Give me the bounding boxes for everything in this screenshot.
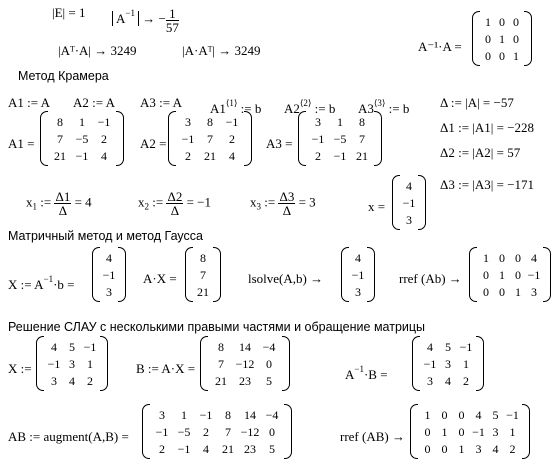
x-lhs-exp: −1 [43, 274, 54, 284]
identity-cell: 0 [513, 31, 519, 46]
det-aat: |A·Aᵀ| → 3249 [182, 43, 261, 58]
rref-aug-matrix [410, 404, 530, 459]
A3-cell: 7 [359, 131, 365, 146]
xvec-grid [401, 177, 417, 228]
left-paren [469, 247, 477, 302]
x1-expr: $x_1$ := $\frac{\Delta 1}{\Delta}$ = 4 [26, 189, 92, 218]
RREF1-cell: 0 [515, 267, 521, 282]
LSvec-grid [350, 249, 366, 300]
left-paren [185, 247, 193, 302]
x3-val: = 3 [298, 194, 316, 210]
col3-name: A3 [358, 101, 374, 116]
ainv-b-matrix [412, 336, 484, 391]
RREF1-cell: 1 [483, 250, 489, 265]
b-assign-label: B := A·X = [136, 361, 196, 376]
right-paren [418, 175, 426, 230]
left-paren [392, 175, 400, 230]
A3-cell: −1 [333, 148, 347, 163]
frac-num: 1 [166, 7, 179, 21]
RREF2-cell: 0 [441, 441, 448, 456]
xvec-cell: 4 [406, 178, 412, 193]
AXvec-grid [194, 249, 212, 300]
Xmat-cell: 4 [69, 373, 75, 388]
heading-matrix-method: Матричный метод и метод Гаусса [8, 229, 203, 243]
right-paren [374, 111, 382, 166]
col2-name: A2 [284, 101, 300, 116]
ABmat-cell: 2 [203, 424, 209, 439]
RREF2-cell: 5 [492, 407, 499, 422]
A2-cell: 3 [185, 114, 191, 129]
Bmat-cell: −4 [262, 339, 276, 354]
RREF2-cell: 3 [475, 441, 482, 456]
matrix-a2 [168, 111, 252, 166]
ABmat-cell: 0 [269, 424, 275, 439]
AinvB-cell: 1 [463, 356, 469, 371]
rref-ab-matrix [469, 247, 551, 302]
A1-cell: 4 [101, 148, 107, 163]
lsolve-vector [341, 247, 375, 302]
det-e-text: |E| = 1 [52, 5, 86, 20]
ainv-exp: −1 [354, 364, 364, 374]
RREF2-cell: 1 [458, 441, 465, 456]
A2-cell: 7 [207, 131, 213, 146]
RREF2-cell: 3 [492, 424, 499, 439]
ABmat-cell: −1 [155, 424, 169, 439]
x-inverse-expr [8, 272, 75, 292]
RREF1-cell: 0 [483, 284, 489, 299]
Xmat-cell: −1 [47, 356, 61, 371]
det-e [52, 6, 85, 20]
x2-expr: $x_2$ := $\frac{\Delta 2}{\Delta}$ = −1 [138, 189, 211, 218]
inv-exp: −1 [125, 8, 135, 18]
left-paren [410, 404, 418, 459]
col3-rhs: := b [385, 101, 410, 116]
x1-num: Δ1 [55, 189, 71, 204]
ABmat-cell: 2 [159, 441, 165, 456]
A2-cell: 8 [207, 114, 213, 129]
ainv-b-label [345, 362, 388, 382]
ABmat-cell: 23 [244, 441, 256, 456]
frac-1-57 [166, 7, 179, 34]
right-paren [522, 404, 530, 459]
heading-slau: Решение СЛАУ с несколькими правыми частями и обращение матрицы [8, 320, 426, 334]
Xmat-cell: 1 [87, 356, 93, 371]
ABmat-cell: 21 [222, 441, 234, 456]
a1-label: A1 = [8, 136, 35, 151]
AinvB-cell: 4 [445, 373, 451, 388]
ax-label: A·X = [143, 271, 177, 286]
A1-cell: −5 [75, 131, 89, 146]
identity-cell: 0 [499, 48, 505, 63]
minus: − [158, 11, 166, 26]
A1-cell: −1 [97, 114, 111, 129]
right-paren [367, 247, 375, 302]
LSvec-cell: 4 [355, 250, 361, 265]
Xmat-cell: −1 [83, 339, 97, 354]
RREF2-cell: 2 [509, 441, 516, 456]
A1-cell: −1 [75, 148, 89, 163]
identity-cell: 0 [485, 31, 491, 46]
x3-sub: 3 [256, 201, 261, 212]
left-paren [168, 111, 176, 166]
AinvB-cell: −1 [459, 339, 473, 354]
A2-grid [177, 113, 243, 164]
A3-cell: 8 [359, 114, 365, 129]
ABmat-cell: −1 [199, 407, 213, 422]
ABmat-cell: −12 [240, 424, 260, 439]
Xmat-cell: 2 [87, 373, 93, 388]
x1-val: = 4 [74, 194, 92, 210]
identity-expr: A⁻¹·A = [418, 39, 462, 54]
A3-cell: 21 [356, 148, 368, 163]
ABmat-cell: −5 [177, 424, 191, 439]
det-a: Δ := |A| = −57 [440, 95, 514, 110]
ABmat-cell: 7 [225, 424, 231, 439]
matrix-a1 [40, 111, 124, 166]
Xvec-cell: 3 [106, 284, 112, 299]
augment-label: AB := augment(A,B) = [8, 429, 129, 444]
ABmat-cell: 3 [159, 407, 165, 422]
Xvec-cell: 4 [106, 250, 112, 265]
RREF1-cell: 0 [515, 250, 521, 265]
frac-den: 57 [165, 19, 179, 35]
A3-grid [307, 113, 373, 164]
RREF2-cell: 0 [424, 424, 431, 439]
rref-ab-label: rref (Ab) → [399, 271, 462, 286]
Bmat-cell: 23 [239, 373, 251, 388]
AinvB-cell: 3 [445, 356, 451, 371]
right-paren [284, 404, 292, 459]
x2-den: Δ [170, 203, 180, 218]
x2-val: = −1 [186, 194, 211, 210]
Bmat-grid [209, 338, 281, 389]
x3: x [250, 194, 257, 210]
AXvec-cell: 21 [197, 284, 209, 299]
AXvec-cell: 7 [200, 267, 206, 282]
right-paren [282, 336, 290, 391]
x1-den: Δ [58, 203, 68, 218]
RREF2-cell: −1 [506, 407, 519, 422]
right-paren [543, 247, 551, 302]
assign-a1: A1 := A [8, 95, 51, 110]
Bmat-cell: −12 [235, 356, 255, 371]
ainv: A [345, 367, 355, 382]
x-inv-vector [92, 247, 126, 302]
det-a1: Δ1 := |A1| = −228 [440, 120, 535, 135]
a3-label: A3 = [266, 136, 293, 151]
x-label: x = [368, 199, 386, 214]
RREF1-cell: 3 [531, 284, 537, 299]
ax-vector [185, 247, 221, 302]
a2-label: A2 = [140, 136, 167, 151]
x3-expr: $x_3$ := $\frac{\Delta 3}{\Delta}$ = 3 [250, 189, 316, 218]
Bmat-cell: 0 [266, 356, 272, 371]
identity-cell: 1 [499, 31, 505, 46]
col2-rhs: := b [311, 101, 336, 116]
left-paren [36, 336, 44, 391]
A2-cell: 2 [229, 131, 235, 146]
augment-matrix [142, 404, 292, 459]
x2: x [138, 194, 145, 210]
RREF2-cell: 4 [492, 441, 499, 456]
x3-frac [278, 190, 295, 217]
RREF1-cell: 1 [515, 284, 521, 299]
b-matrix [200, 336, 290, 391]
Bmat-cell: 5 [266, 373, 272, 388]
inv-a: A [116, 11, 126, 26]
arrow: → [142, 11, 156, 26]
inv-det-expr [112, 6, 179, 34]
col3-sup: ⟨3⟩ [373, 98, 386, 108]
x1-sub: 1 [32, 201, 37, 212]
x-assign-label: X := [8, 361, 32, 376]
assign-a2: A2 := A [73, 95, 116, 110]
A1-cell: 21 [54, 148, 66, 163]
Xmat-cell: 5 [69, 339, 75, 354]
RREF1-cell: 0 [499, 250, 505, 265]
inv-det-bar [112, 8, 139, 26]
LSvec-cell: 3 [355, 284, 361, 299]
Bmat-cell: 8 [218, 339, 224, 354]
AinvB-cell: −1 [423, 356, 437, 371]
Xmat-cell: 4 [51, 339, 57, 354]
A1-cell: 7 [57, 131, 63, 146]
Bmat-cell: 14 [239, 339, 251, 354]
AinvB-cell: 5 [445, 339, 451, 354]
identity-grid [481, 13, 523, 64]
RREF2-cell: 1 [509, 424, 516, 439]
right-paren [118, 247, 126, 302]
left-paren [298, 111, 306, 166]
col1-rhs: := b [237, 101, 262, 116]
Xmat-cell: 3 [69, 356, 75, 371]
A3-cell: −1 [311, 131, 325, 146]
AXvec-cell: 8 [200, 250, 206, 265]
heading-cramer: Метод Крамера [18, 69, 109, 83]
Xmat-cell: 3 [51, 373, 57, 388]
RREF2-cell: −1 [472, 424, 485, 439]
A3-cell: 1 [337, 114, 343, 129]
right-paren [100, 336, 108, 391]
ABmat-cell: 14 [244, 407, 256, 422]
A2-cell: 21 [204, 148, 216, 163]
x3-den: Δ [282, 203, 292, 218]
AinvB-cell: 3 [427, 373, 433, 388]
ABmat-cell: 4 [203, 441, 209, 456]
AinvB-cell: 4 [427, 339, 433, 354]
identity-cell: 0 [499, 14, 505, 29]
RREF2-cell: 0 [441, 407, 448, 422]
right-paren [213, 247, 221, 302]
AinvB-cell: 2 [463, 373, 469, 388]
x1-frac [54, 190, 71, 217]
rref-aug-label: rref (AB) → [340, 429, 405, 444]
left-paren [472, 11, 480, 66]
x-lhs-b: ·b = [53, 277, 75, 292]
x3-num: Δ3 [279, 189, 295, 204]
xvec-cell: −1 [402, 195, 416, 210]
xvec-cell: 3 [406, 212, 412, 227]
RREF2-cell: 0 [458, 407, 465, 422]
ABmat-cell: 5 [269, 441, 275, 456]
Xvec-grid [101, 249, 117, 300]
col2-sup: ⟨2⟩ [299, 98, 312, 108]
ABmat-cell: 8 [225, 407, 231, 422]
left-paren [40, 111, 48, 166]
RREF1-cell: 1 [499, 267, 505, 282]
col1-sup: ⟨1⟩ [225, 98, 238, 108]
RREF1-grid [478, 249, 542, 300]
Bmat-cell: 21 [215, 373, 227, 388]
matrix-a3 [298, 111, 382, 166]
A1-grid [49, 113, 115, 164]
det-ata: |Aᵀ·A| → 3249 [58, 43, 137, 58]
ABmat-cell: −4 [265, 407, 279, 422]
ABmat-cell: −1 [177, 441, 191, 456]
RREF1-cell: 0 [483, 267, 489, 282]
x-lhs: X := A [8, 277, 44, 292]
RREF1-cell: −1 [527, 267, 541, 282]
RREF2-cell: 1 [424, 407, 431, 422]
RREF1-cell: 4 [531, 250, 537, 265]
A1-cell: 8 [57, 114, 63, 129]
right-paren [524, 11, 532, 66]
assign-a3: A3 := A [140, 95, 183, 110]
RREF2-cell: 1 [441, 424, 448, 439]
Bmat-cell: 7 [218, 356, 224, 371]
x-vector [392, 175, 426, 230]
identity-cell: 0 [513, 14, 519, 29]
ABmat-cell: 1 [181, 407, 187, 422]
x2-num: Δ2 [167, 189, 183, 204]
A3-cell: −5 [333, 131, 347, 146]
RREF2-cell: 4 [475, 407, 482, 422]
identity-cell: 1 [485, 14, 491, 29]
lsolve-label: lsolve(A,b) → [248, 271, 324, 286]
det-a2: Δ2 := |A2| = 57 [440, 145, 521, 160]
right-paren [476, 336, 484, 391]
x2-frac [166, 190, 183, 217]
x2-sub: 2 [144, 201, 149, 212]
LSvec-cell: −1 [351, 267, 365, 282]
x1: x [26, 194, 33, 210]
AinvB-grid [421, 338, 475, 389]
identity-cell: 1 [513, 48, 519, 63]
right-paren [116, 111, 124, 166]
ainv-b: ·B = [363, 367, 388, 382]
A2-cell: −1 [225, 114, 239, 129]
A1-cell: 1 [79, 114, 85, 129]
identity-matrix [472, 11, 532, 66]
x-matrix [36, 336, 108, 391]
left-paren [200, 336, 208, 391]
ABmat-grid [151, 406, 283, 457]
RREF2-cell: 0 [424, 441, 431, 456]
left-paren [341, 247, 349, 302]
det-a3: Δ3 := |A3| = −171 [440, 177, 535, 192]
right-paren [244, 111, 252, 166]
Xmat-grid [45, 338, 99, 389]
left-paren [92, 247, 100, 302]
identity-cell: 0 [485, 48, 491, 63]
left-paren [142, 404, 150, 459]
A1-cell: 2 [101, 131, 107, 146]
RREF1-cell: 0 [499, 284, 505, 299]
col1-name: A1 [210, 101, 226, 116]
A2-cell: −1 [181, 131, 195, 146]
A2-cell: 4 [229, 148, 235, 163]
A2-cell: 2 [185, 148, 191, 163]
Xvec-cell: −1 [102, 267, 116, 282]
left-paren [412, 336, 420, 391]
RREF2-cell: 0 [458, 424, 465, 439]
A3-cell: 3 [315, 114, 321, 129]
A3-cell: 2 [315, 148, 321, 163]
RREF2-grid [419, 406, 521, 457]
